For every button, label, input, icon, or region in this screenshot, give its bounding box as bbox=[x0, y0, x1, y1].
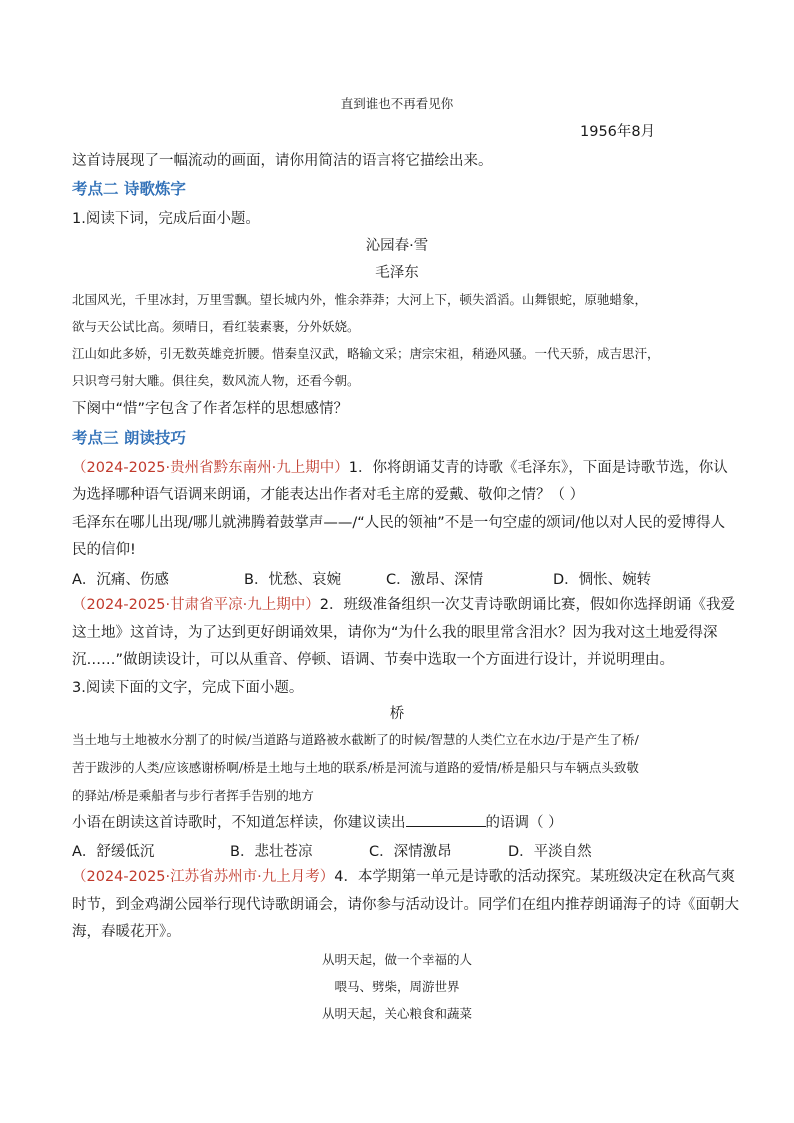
question-1 bbox=[72, 458, 728, 478]
poem-line: 江山如此多娇，引无数英雄竞折腰。惜秦皇汉武，略输文采；唐宗宋祖，稍逊风骚。一代天骄，成吉思汗， bbox=[72, 346, 660, 361]
poem-line: 的驿站/桥是乘船者与步行者挥手告别的地方 bbox=[72, 788, 314, 803]
section-heading-3: 考点三 朗读技巧 bbox=[72, 429, 186, 447]
option-c[interactable]: C．深情激昂 bbox=[369, 844, 452, 860]
question-text: 小语在朗读这首诗歌时，不知道怎样读，你建议读出 bbox=[72, 815, 406, 831]
question-3 bbox=[72, 812, 563, 833]
question-text: 时节，到金鸡湖公园举行现代诗歌朗诵会，请你参与活动设计。同学们在组内推荐朗诵海子的诗《面朝大 bbox=[72, 897, 739, 913]
poem-last-line: 直到谁也不再看见你 bbox=[340, 96, 454, 111]
question-text: 这土地》这首诗，为了达到更好朗诵效果，请你为“为什么我的眼里常含泪水？因为我对这土地爱得深 bbox=[72, 625, 718, 641]
poem-line: 只识弯弓射大雕。俱往矣，数风流人物，还看今朝。 bbox=[72, 373, 360, 388]
option-a[interactable]: A．舒缓低沉 bbox=[72, 844, 155, 860]
question-source: （2024-2025·江苏省苏州市·九上月考） bbox=[72, 869, 335, 885]
question-text: 这首诗展现了一幅流动的画面，请你用简洁的语言将它描绘出来。 bbox=[72, 153, 493, 169]
question-text: 海，春暖花开》。 bbox=[72, 924, 181, 940]
poem-title: 沁园春·雪 bbox=[365, 238, 429, 254]
option-b[interactable]: B．忧愁、哀婉 bbox=[244, 572, 341, 588]
option-a[interactable]: A．沉痛、伤感 bbox=[72, 572, 169, 588]
poem-title: 桥 bbox=[389, 706, 405, 722]
answer-blank[interactable] bbox=[406, 812, 486, 827]
question-4 bbox=[72, 867, 735, 887]
poem-date: 1956年8月 bbox=[580, 124, 656, 140]
question-intro: 1.阅读下词，完成后面小题。 bbox=[72, 211, 260, 227]
question-text: 为选择哪种语气语调来朗诵，才能表达出作者对毛主席的爱戴、敬仰之情？（ ） bbox=[72, 487, 585, 503]
option-c[interactable]: C．激昂、深情 bbox=[386, 572, 484, 588]
poem-author: 毛泽东 bbox=[375, 265, 419, 281]
question-text: 沉……”做朗读设计，可以从重音、停顿、语调、节奏中选取一个方面进行设计，并说明理由。 bbox=[72, 652, 675, 668]
question-text: 2．班级准备组织一次艾青诗歌朗诵比赛，假如你选择朗诵《我爱 bbox=[319, 597, 735, 613]
section-heading-2: 考点二 诗歌炼字 bbox=[72, 180, 186, 198]
option-d[interactable]: D．平淡自然 bbox=[508, 844, 592, 860]
poem-line: 喂马、劈柴，周游世界 bbox=[334, 979, 460, 994]
question-source: （2024-2025·贵州省黔东南州·九上期中） bbox=[72, 460, 349, 476]
poem-line: 北国风光，千里冰封，万里雪飘。望长城内外，惟余莽莽；大河上下，顿失滔滔。山舞银蛇，原驰蜡象， bbox=[72, 292, 648, 307]
question-text: 4．本学期第一单元是诗歌的活动探究。某班级决定在秋高气爽 bbox=[334, 869, 735, 885]
question-text: 的语调（ ） bbox=[485, 815, 563, 831]
question-source: （2024-2025·甘肃省平凉·九上期中） bbox=[72, 597, 320, 613]
question-2 bbox=[72, 595, 735, 615]
poem-line: 当土地与土地被水分割了的时候/当道路与道路被水截断了的时候/智慧的人类伫立在水边/于是产生了桥/ bbox=[72, 732, 639, 747]
question-text: 1．你将朗诵艾青的诗歌《毛泽东》，下面是诗歌节选，你认 bbox=[348, 460, 728, 476]
question-intro: 3.阅读下面的文字，完成下面小题。 bbox=[72, 680, 304, 696]
option-d[interactable]: D．惆怅、婉转 bbox=[553, 572, 652, 588]
excerpt-line: 毛泽东在哪儿出现/哪儿就沸腾着鼓掌声——/“人民的领袖”不是一句空虚的颂词/他以对人民的爱博得人 bbox=[72, 515, 726, 531]
poem-line: 从明天起，做一个幸福的人 bbox=[321, 952, 472, 967]
poem-line: 欲与天公试比高。须晴日，看红装素裹，分外妖娆。 bbox=[72, 319, 360, 334]
question-text: 下阕中“惜”字包含了作者怎样的思想感情？ bbox=[72, 401, 349, 417]
poem-line: 从明天起，关心粮食和蔬菜 bbox=[321, 1006, 472, 1021]
option-b[interactable]: B．悲壮苍凉 bbox=[230, 844, 313, 860]
poem-line: 苦于跋涉的人类/应该感谢桥啊/桥是土地与土地的联系/桥是河流与道路的爱情/桥是船只与车辆点头致敬 bbox=[72, 760, 639, 775]
excerpt-line: 民的信仰! bbox=[72, 542, 136, 558]
